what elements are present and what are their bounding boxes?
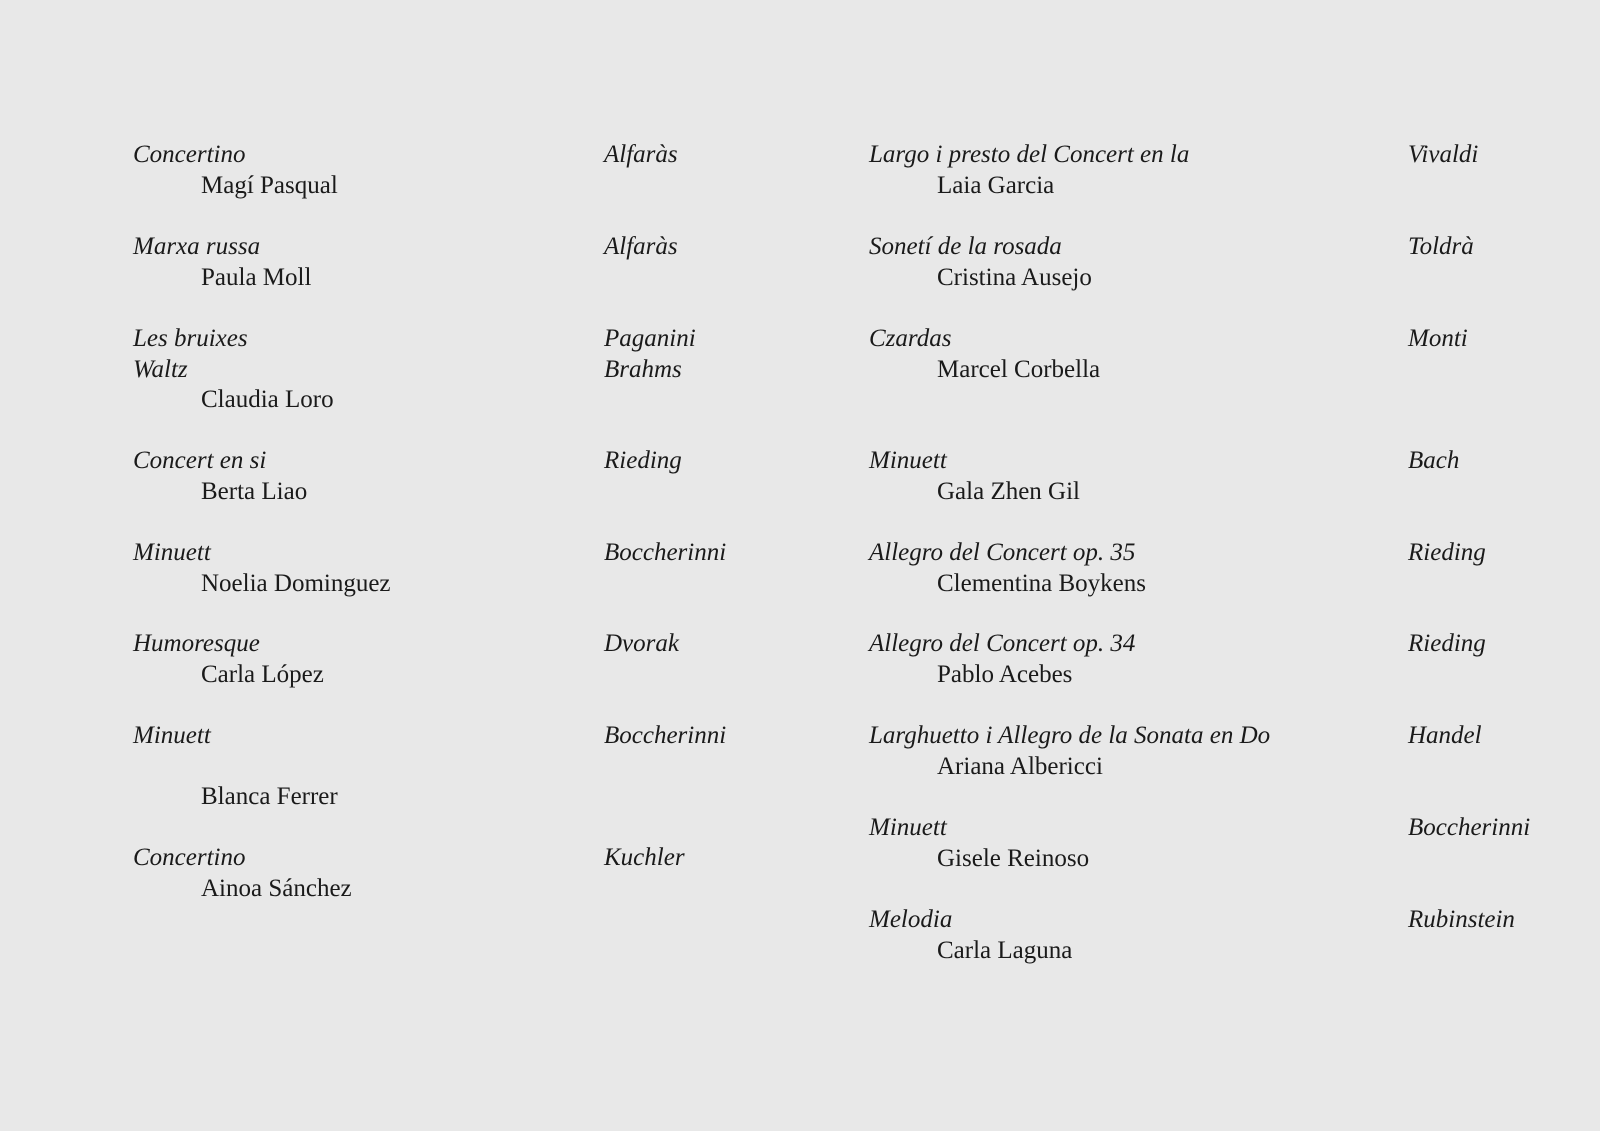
piece-composer: Handel [1408,722,1482,749]
piece-line [869,721,1569,752]
performer-line [133,874,773,905]
performer-line [869,263,1569,294]
programme-entry [133,721,773,813]
piece-line [869,140,1569,171]
programme-entry [869,905,1569,966]
piece-title: Minuett [133,722,211,749]
performer-name: Gala Zhen Gil [937,477,1081,505]
programme-entry [869,446,1569,507]
piece-composer: Alfaràs [604,141,678,168]
piece-line [133,538,773,569]
performer-name: Claudia Loro [201,386,334,414]
performer-name: Carla López [201,660,324,688]
performer-line [133,782,773,813]
performer-line [869,569,1569,600]
piece-title: Allegro del Concert op. 34 [869,630,1136,657]
programme-entry [133,843,773,904]
piece-title: Humoresque [133,630,260,657]
performer-name: Blanca Ferrer [201,783,338,811]
piece-composer: Rubinstein [1408,906,1515,933]
performer-line [869,936,1569,967]
piece-title: Concertino [133,141,246,168]
piece-title: Les bruixes [133,325,248,352]
piece-title: Concertino [133,844,246,871]
performer-name: Paula Moll [201,263,312,291]
programme-entry [133,324,773,416]
programme-entry [869,324,1569,385]
piece-line [869,446,1569,477]
piece-line [869,813,1569,844]
piece-title: Minuett [869,814,947,841]
piece-title: Waltz [133,355,188,383]
piece-line [869,629,1569,660]
piece-line [869,905,1569,936]
performer-name: Ainoa Sánchez [201,874,352,902]
performer-line [133,385,773,416]
performer-line [869,752,1569,783]
programme-entry [869,813,1569,874]
piece-composer: Dvorak [604,630,679,657]
piece-composer: Boccherinni [604,539,727,566]
performer-line [869,660,1569,691]
piece-composer: Rieding [1408,539,1486,566]
blank-line [133,752,773,783]
piece-composer: Toldrà [1408,233,1474,260]
piece-title: Marxa russa [133,233,261,260]
piece-line [869,538,1569,569]
performer-line [869,171,1569,202]
programme-entry [869,232,1569,293]
piece-line [869,232,1569,263]
performer-name: Marcel Corbella [937,355,1101,383]
performer-line [133,569,773,600]
piece-line [133,324,773,355]
piece-line [133,629,773,660]
piece-title: Larghuetto i Allegro de la Sonata en Do [869,722,1271,749]
piece-title: Minuett [133,539,211,566]
performer-line [869,477,1569,508]
performer-line [133,171,773,202]
piece-title: Minuett [869,447,947,474]
performer-name: Cristina Ausejo [937,263,1092,291]
piece-title: Concert en si [133,447,267,474]
performer-name: Ariana Albericci [937,752,1103,780]
programme-entry [869,140,1569,201]
programme-entry [133,446,773,507]
piece-composer: Rieding [604,447,682,474]
piece-title: Sonetí de la rosada [869,233,1062,260]
piece-composer: Alfaràs [604,233,678,260]
piece-title: Allegro del Concert op. 35 [869,539,1136,566]
programme-entry [133,538,773,599]
performer-line [869,355,1569,386]
performer-name: Laia Garcia [937,171,1055,199]
performer-line [133,477,773,508]
performer-name: Noelia Dominguez [201,569,391,597]
performer-name: Clementina Boykens [937,569,1146,597]
programme-entry [869,721,1569,782]
performer-line [869,844,1569,875]
programme-entry [869,538,1569,599]
performer-name: Gisele Reinoso [937,844,1090,872]
piece-line [133,355,773,386]
piece-line [133,140,773,171]
piece-composer: Monti [1408,325,1468,352]
piece-line [133,232,773,263]
programme-entry [133,232,773,293]
piece-composer: Brahms [604,355,682,383]
programme-entry [869,629,1569,690]
piece-line [133,446,773,477]
performer-line [133,263,773,294]
programme-entry [133,140,773,201]
piece-title: Czardas [869,325,952,352]
piece-composer: Boccherinni [604,722,727,749]
piece-composer: Paganini [604,325,696,352]
piece-composer: Kuchler [604,844,685,871]
performer-name: Pablo Acebes [937,660,1073,688]
piece-line [133,843,773,874]
performer-line [133,660,773,691]
piece-composer: Rieding [1408,630,1486,657]
piece-title: Melodia [869,906,953,933]
piece-composer: Boccherinni [1408,814,1531,841]
piece-title: Largo i presto del Concert en la [869,141,1190,168]
performer-name: Carla Laguna [937,936,1073,964]
piece-composer: Vivaldi [1408,141,1479,168]
piece-line [133,721,773,752]
performer-name: Berta Liao [201,477,308,505]
programme-entry [133,629,773,690]
performer-name: Magí Pasqual [201,171,338,199]
piece-composer: Bach [1408,447,1460,474]
piece-line [869,324,1569,355]
